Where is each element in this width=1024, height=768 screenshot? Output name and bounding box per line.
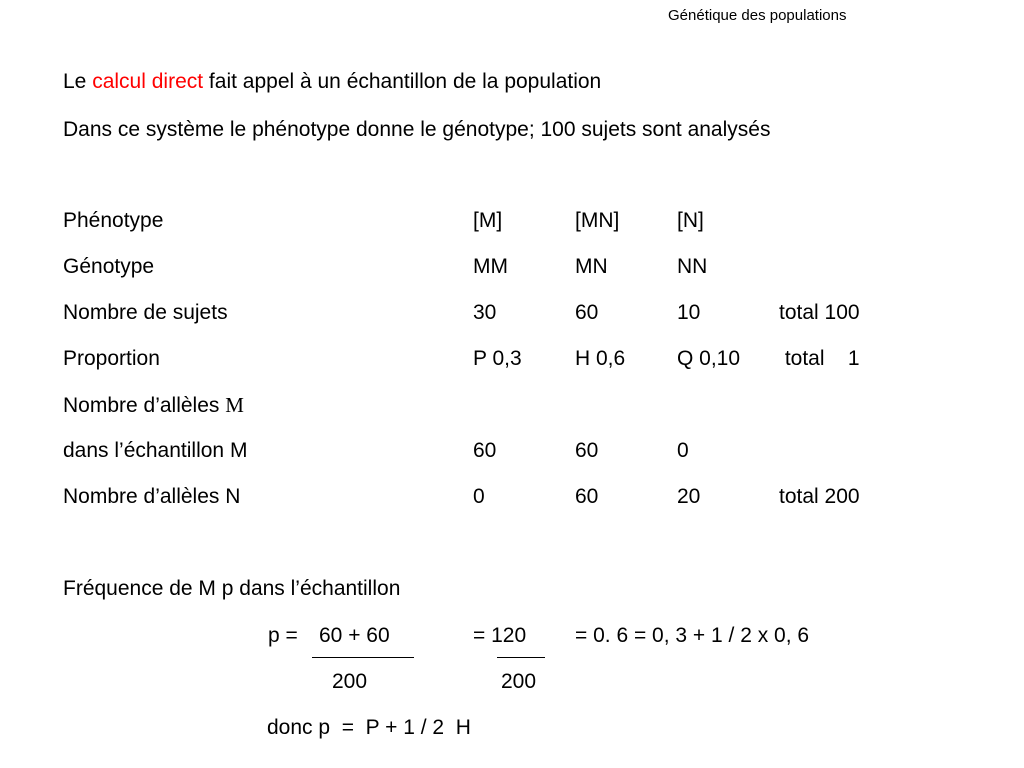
row-alleles-n-cell-nn: 20 [677, 485, 701, 508]
intro-line-1 [63, 70, 601, 94]
row-alleles-n-cell-mn: 60 [575, 485, 599, 508]
row-alleles-n-total: total 200 [779, 485, 860, 508]
row-alleles-m-heading-text: Nombre d’allèles [63, 394, 226, 417]
row-genotype-cell-nn: NN [677, 255, 708, 278]
row-proportion-cell-q: Q 0,10 [677, 347, 741, 370]
row-subjects-cell-mn: 60 [575, 301, 599, 324]
row-phenotype-cell-m: [M] [473, 209, 503, 232]
row-proportion-cell-h: H 0,6 [575, 347, 626, 370]
row-subjects-cell-nn: 10 [677, 301, 701, 324]
row-alleles-n-label: Nombre d’allèles N [63, 485, 241, 508]
row-alleles-m-label: dans l’échantillon M [63, 439, 248, 462]
row-alleles-m-heading [63, 393, 244, 418]
formula-conclusion: donc p = P + 1 / 2 H [267, 716, 471, 739]
row-proportion-label: Proportion [63, 347, 160, 370]
row-alleles-m-cell-mn: 60 [575, 439, 599, 462]
row-alleles-n-cell-mm: 0 [473, 485, 485, 508]
row-proportion-cell-p: P 0,3 [473, 347, 522, 370]
row-subjects-label: Nombre de sujets [63, 301, 228, 324]
formula-p-label: p = [268, 624, 298, 647]
fraction-bar-2 [497, 657, 545, 658]
formula-numerator-2: = 120 [473, 624, 527, 647]
row-phenotype-cell-n: [N] [677, 209, 704, 232]
intro-highlight-calcul-direct: calcul direct [92, 70, 204, 93]
formula-denominator-2: 200 [501, 670, 537, 693]
intro-line-1-suffix: fait appel à un échantillon de la population [203, 70, 602, 93]
slide-header-title: Génétique des populations [668, 7, 847, 24]
formula-result: = 0. 6 = 0, 3 + 1 / 2 x 0, 6 [575, 624, 810, 647]
frequency-heading: Fréquence de M p dans l’échantillon [63, 577, 401, 600]
formula-denominator-1: 200 [332, 670, 368, 693]
formula-numerator-1: 60 + 60 [319, 624, 390, 647]
intro-line-2: Dans ce système le phénotype donne le génotype; 100 sujets sont analysés [63, 118, 771, 141]
row-proportion-total: total 1 [779, 347, 860, 370]
intro-line-1-prefix: Le [63, 70, 93, 93]
row-subjects-total: total 100 [779, 301, 860, 324]
row-genotype-cell-mm: MM [473, 255, 508, 278]
row-genotype-label: Génotype [63, 255, 155, 278]
row-subjects-cell-mm: 30 [473, 301, 497, 324]
row-alleles-m-heading-symbol: M [225, 393, 244, 417]
row-genotype-cell-mn: MN [575, 255, 608, 278]
row-phenotype-cell-mn: [MN] [575, 209, 620, 232]
row-phenotype-label: Phénotype [63, 209, 164, 232]
fraction-bar-1 [312, 657, 414, 658]
row-alleles-m-cell-mm: 60 [473, 439, 497, 462]
row-alleles-m-cell-nn: 0 [677, 439, 689, 462]
